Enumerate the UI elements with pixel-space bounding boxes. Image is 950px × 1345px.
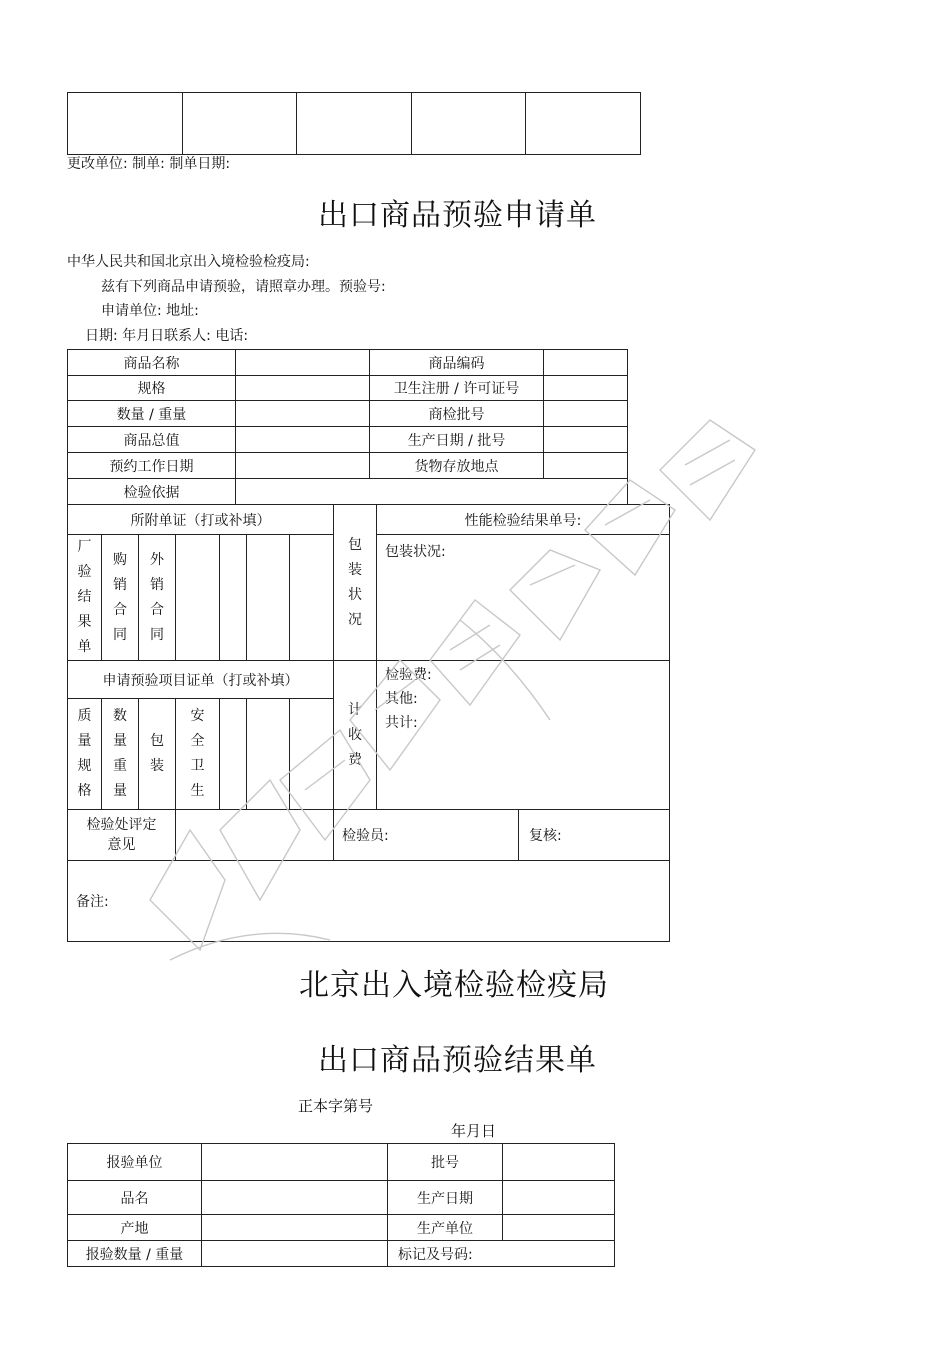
value-cell <box>503 1181 615 1215</box>
label-spec: 规格 <box>68 376 236 401</box>
attached-doc-blank <box>220 535 247 661</box>
value-cell <box>544 350 628 376</box>
label-manufacture-date: 生产日期 <box>388 1181 503 1215</box>
fee-vertical: 计 收 费 <box>334 661 377 810</box>
top-strip-cell <box>68 93 183 155</box>
item-blank <box>290 699 334 810</box>
value-cell <box>202 1241 388 1267</box>
application-info-table <box>67 349 628 505</box>
value-cell <box>236 350 370 376</box>
label-appointment-date: 预约工作日期 <box>68 453 236 479</box>
top-strip-cell <box>297 93 412 155</box>
attached-doc-factory-result: 厂 验 结 果 单 <box>68 535 102 661</box>
remarks-label: 备注: <box>68 861 670 942</box>
item-packing: 包 装 <box>139 699 176 810</box>
label-origin: 产地 <box>68 1215 202 1241</box>
label-lot-number: 批号 <box>388 1144 503 1181</box>
value-cell <box>236 453 370 479</box>
fee-details <box>377 661 670 810</box>
value-cell <box>202 1215 388 1241</box>
label-batch: 商检批号 <box>370 401 544 427</box>
attached-doc-blank <box>290 535 334 661</box>
label-license: 卫生注册 / 许可证号 <box>370 376 544 401</box>
value-cell <box>236 479 628 505</box>
application-title: 出口商品预验申请单 <box>318 198 597 233</box>
addressee: 中华人民共和国北京出入境检验检疫局: <box>67 254 310 270</box>
attached-doc-blank <box>247 535 290 661</box>
fee-total: 共计: <box>385 715 418 731</box>
bureau-title: 北京出入境检验检疫局 <box>299 968 609 1003</box>
result-table <box>67 1143 615 1267</box>
value-cell <box>202 1144 388 1181</box>
evaluation-opinion-label: 检验处评定 意见 <box>68 810 176 861</box>
top-strip-cell <box>411 93 526 155</box>
packing-status-vertical: 包 装 状 况 <box>334 505 377 661</box>
item-safety-hygiene: 安 全 卫 生 <box>176 699 220 810</box>
fee-other: 其他: <box>385 691 418 707</box>
value-cell <box>544 376 628 401</box>
attached-doc-purchase-contract: 购 销 合 同 <box>102 535 139 661</box>
attached-doc-export-contract: 外 销 合 同 <box>139 535 176 661</box>
label-product-code: 商品编码 <box>370 350 544 376</box>
date-contact-line: 日期: 年月日联系人: 电话: <box>85 328 249 344</box>
doc-number: 正本字第号 <box>298 1097 374 1115</box>
applicant-line: 申请单位: 地址: <box>101 303 199 319</box>
fee-inspection: 检验费: <box>385 667 432 683</box>
application-detail-table <box>67 504 670 942</box>
inspector-label: 检验员: <box>334 810 519 861</box>
top-strip-cell <box>526 93 641 155</box>
label-applicant-unit: 报验单位 <box>68 1144 202 1181</box>
label-declared-quantity: 报验数量 / 重量 <box>68 1241 202 1267</box>
label-total-value: 商品总值 <box>68 427 236 453</box>
value-cell <box>544 453 628 479</box>
value-cell <box>503 1144 615 1181</box>
performance-result-label: 性能检验结果单号: <box>377 505 670 535</box>
label-quantity: 数量 / 重量 <box>68 401 236 427</box>
top-strip-table <box>67 92 641 155</box>
label-product: 品名 <box>68 1181 202 1215</box>
items-header: 申请预验项目证单（打或补填） <box>68 661 334 699</box>
label-product-name: 商品名称 <box>68 350 236 376</box>
evaluation-opinion-value <box>176 810 334 861</box>
packing-status-label: 包装状况: <box>377 535 670 661</box>
reviewer-label: 复核: <box>519 810 670 861</box>
top-strip-note: 更改单位: 制单: 制单日期: <box>67 156 231 172</box>
item-quantity-weight: 数 量 重 量 <box>102 699 139 810</box>
label-storage-location: 货物存放地点 <box>370 453 544 479</box>
label-production-date: 生产日期 / 批号 <box>370 427 544 453</box>
value-cell <box>236 401 370 427</box>
intro-line: 兹有下列商品申请预验，请照章办理。预验号: <box>101 279 386 295</box>
attached-doc-blank <box>176 535 220 661</box>
label-inspection-basis: 检验依据 <box>68 479 236 505</box>
item-blank <box>220 699 247 810</box>
item-quality-spec: 质 量 规 格 <box>68 699 102 810</box>
top-strip-cell <box>182 93 297 155</box>
label-marks-numbers: 标记及号码: <box>388 1241 615 1267</box>
value-cell <box>236 376 370 401</box>
item-blank <box>247 699 290 810</box>
label-manufacturer: 生产单位 <box>388 1215 503 1241</box>
value-cell <box>202 1181 388 1215</box>
value-cell <box>544 427 628 453</box>
value-cell <box>503 1215 615 1241</box>
value-cell <box>544 401 628 427</box>
result-date: 年月日 <box>451 1122 497 1140</box>
attached-docs-header: 所附单证（打或补填） <box>68 505 334 535</box>
value-cell <box>236 427 370 453</box>
result-title: 出口商品预验结果单 <box>318 1043 597 1078</box>
